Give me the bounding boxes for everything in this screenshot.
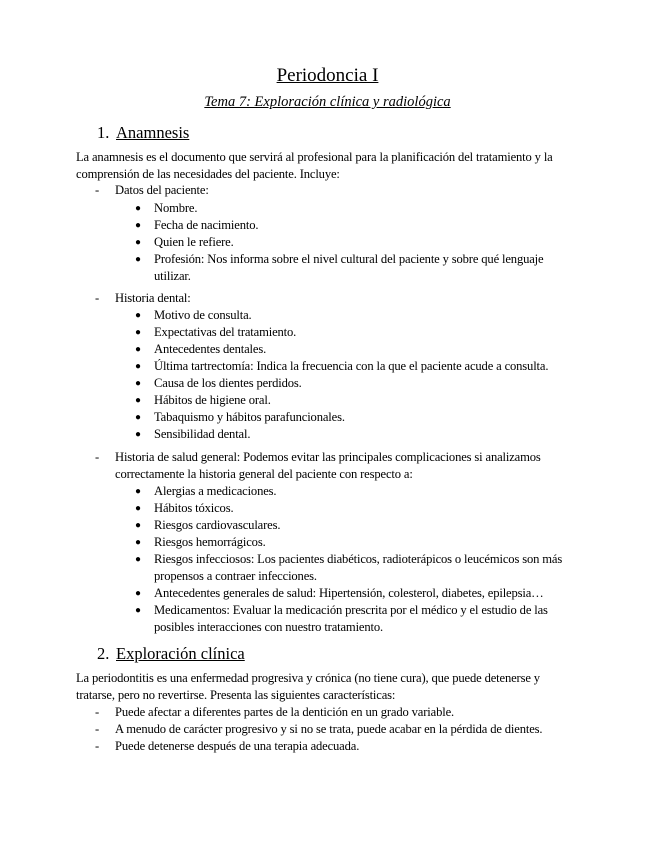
list-item: ● Fecha de nacimiento. bbox=[135, 218, 259, 232]
list-item: ● Última tartrectomía: Indica la frecuencia con la que el paciente acude a consulta. bbox=[135, 359, 549, 373]
bullet-icon: ● bbox=[135, 520, 141, 531]
list-item: ● Riesgos hemorrágicos. bbox=[135, 535, 266, 549]
bullet-icon: ● bbox=[135, 588, 141, 599]
list-group-historia-dental bbox=[95, 290, 575, 307]
group-label: Datos del paciente: bbox=[115, 183, 209, 197]
list-item: ● Profesión: Nos informa sobre el nivel cultural del paciente y sobre qué lenguaje utilizar. bbox=[135, 252, 544, 283]
bullet-icon: ● bbox=[135, 554, 141, 565]
dash-marker: - bbox=[95, 739, 100, 753]
bullet-icon: ● bbox=[135, 203, 141, 214]
list-item: ● Antecedentes generales de salud: Hipertensión, colesterol, diabetes, epilepsia… bbox=[135, 586, 544, 600]
list-item: - Puede detenerse después de una terapia adecuada. bbox=[95, 739, 360, 753]
bullet-icon: ● bbox=[135, 310, 141, 321]
list-group-datos-paciente bbox=[95, 182, 575, 199]
list-group-historia-salud-general bbox=[95, 449, 575, 483]
dash-marker: - bbox=[95, 722, 100, 736]
list-item: ● Tabaquismo y hábitos parafuncionales. bbox=[135, 410, 345, 424]
list-item: - A menudo de carácter progresivo y si no se trata, puede acabar en la pérdida de dientes. bbox=[95, 722, 543, 736]
list-item: ● Riesgos infecciosos: Los pacientes diabéticos, radioterápicos o leucémicos son más propensos a contraer infecciones. bbox=[135, 552, 563, 583]
list-item: ● Riesgos cardiovasculares. bbox=[135, 518, 281, 532]
bullet-icon: ● bbox=[135, 412, 141, 423]
bullet-icon: ● bbox=[135, 605, 141, 616]
bullet-icon: ● bbox=[135, 220, 141, 231]
bullet-icon: ● bbox=[135, 361, 141, 372]
document-title: Periodoncia I bbox=[276, 65, 379, 86]
list-item: ● Antecedentes dentales. bbox=[135, 342, 267, 356]
section-title: Anamnesis bbox=[116, 123, 190, 142]
list-item: - Puede afectar a diferentes partes de la dentición en un grado variable. bbox=[95, 705, 455, 719]
bullet-icon: ● bbox=[135, 395, 141, 406]
bullet-icon: ● bbox=[135, 344, 141, 355]
section-intro: La anamnesis es el documento que servirá al profesional para la planificación del tratamiento y la comprensión de las necesidades del paciente. Incluye: bbox=[76, 150, 553, 181]
list-item: ● Causa de los dientes perdidos. bbox=[135, 376, 302, 390]
section-number: 2. bbox=[97, 644, 110, 663]
list-item: ● Quien le refiere. bbox=[135, 235, 234, 249]
list-item: ● Medicamentos: Evaluar la medicación prescrita por el médico y el estudio de las posibles interacciones con nuestro tratamiento. bbox=[135, 603, 548, 634]
group-label: Historia dental: bbox=[115, 291, 191, 305]
list-item: ● Hábitos tóxicos. bbox=[135, 501, 234, 515]
bullet-icon: ● bbox=[135, 537, 141, 548]
section-title: Exploración clínica bbox=[116, 644, 245, 663]
dash-marker: - bbox=[95, 450, 100, 464]
list-item: ● Sensibilidad dental. bbox=[135, 427, 251, 441]
dash-marker: - bbox=[95, 705, 100, 719]
bullet-icon: ● bbox=[135, 429, 141, 440]
document-subtitle: Tema 7: Exploración clínica y radiológica bbox=[204, 94, 451, 110]
list-item: ● Expectativas del tratamiento. bbox=[135, 325, 297, 339]
list-item: ● Motivo de consulta. bbox=[135, 308, 252, 322]
group-label: Historia de salud general: Podemos evitar las principales complicaciones si analizamos correctamente la historia general del paciente con respecto a: bbox=[115, 450, 541, 481]
bullet-icon: ● bbox=[135, 378, 141, 389]
dash-marker: - bbox=[95, 291, 100, 305]
bullet-icon: ● bbox=[135, 237, 141, 248]
list-item: ● Alergias a medicaciones. bbox=[135, 484, 277, 498]
bullet-icon: ● bbox=[135, 486, 141, 497]
dash-marker: - bbox=[95, 183, 100, 197]
section-heading-exploracion-clinica bbox=[97, 643, 245, 665]
list-item: ● Hábitos de higiene oral. bbox=[135, 393, 271, 407]
section-heading-anamnesis bbox=[97, 122, 189, 144]
bullet-icon: ● bbox=[135, 254, 141, 265]
section-intro: La periodontitis es una enfermedad progresiva y crónica (no tiene cura), que puede detenerse y tratarse, pero no revertirse. Presenta las siguientes características: bbox=[76, 671, 540, 702]
section-number: 1. bbox=[97, 123, 110, 142]
bullet-icon: ● bbox=[135, 503, 141, 514]
list-item: ● Nombre. bbox=[135, 201, 198, 215]
bullet-icon: ● bbox=[135, 327, 141, 338]
